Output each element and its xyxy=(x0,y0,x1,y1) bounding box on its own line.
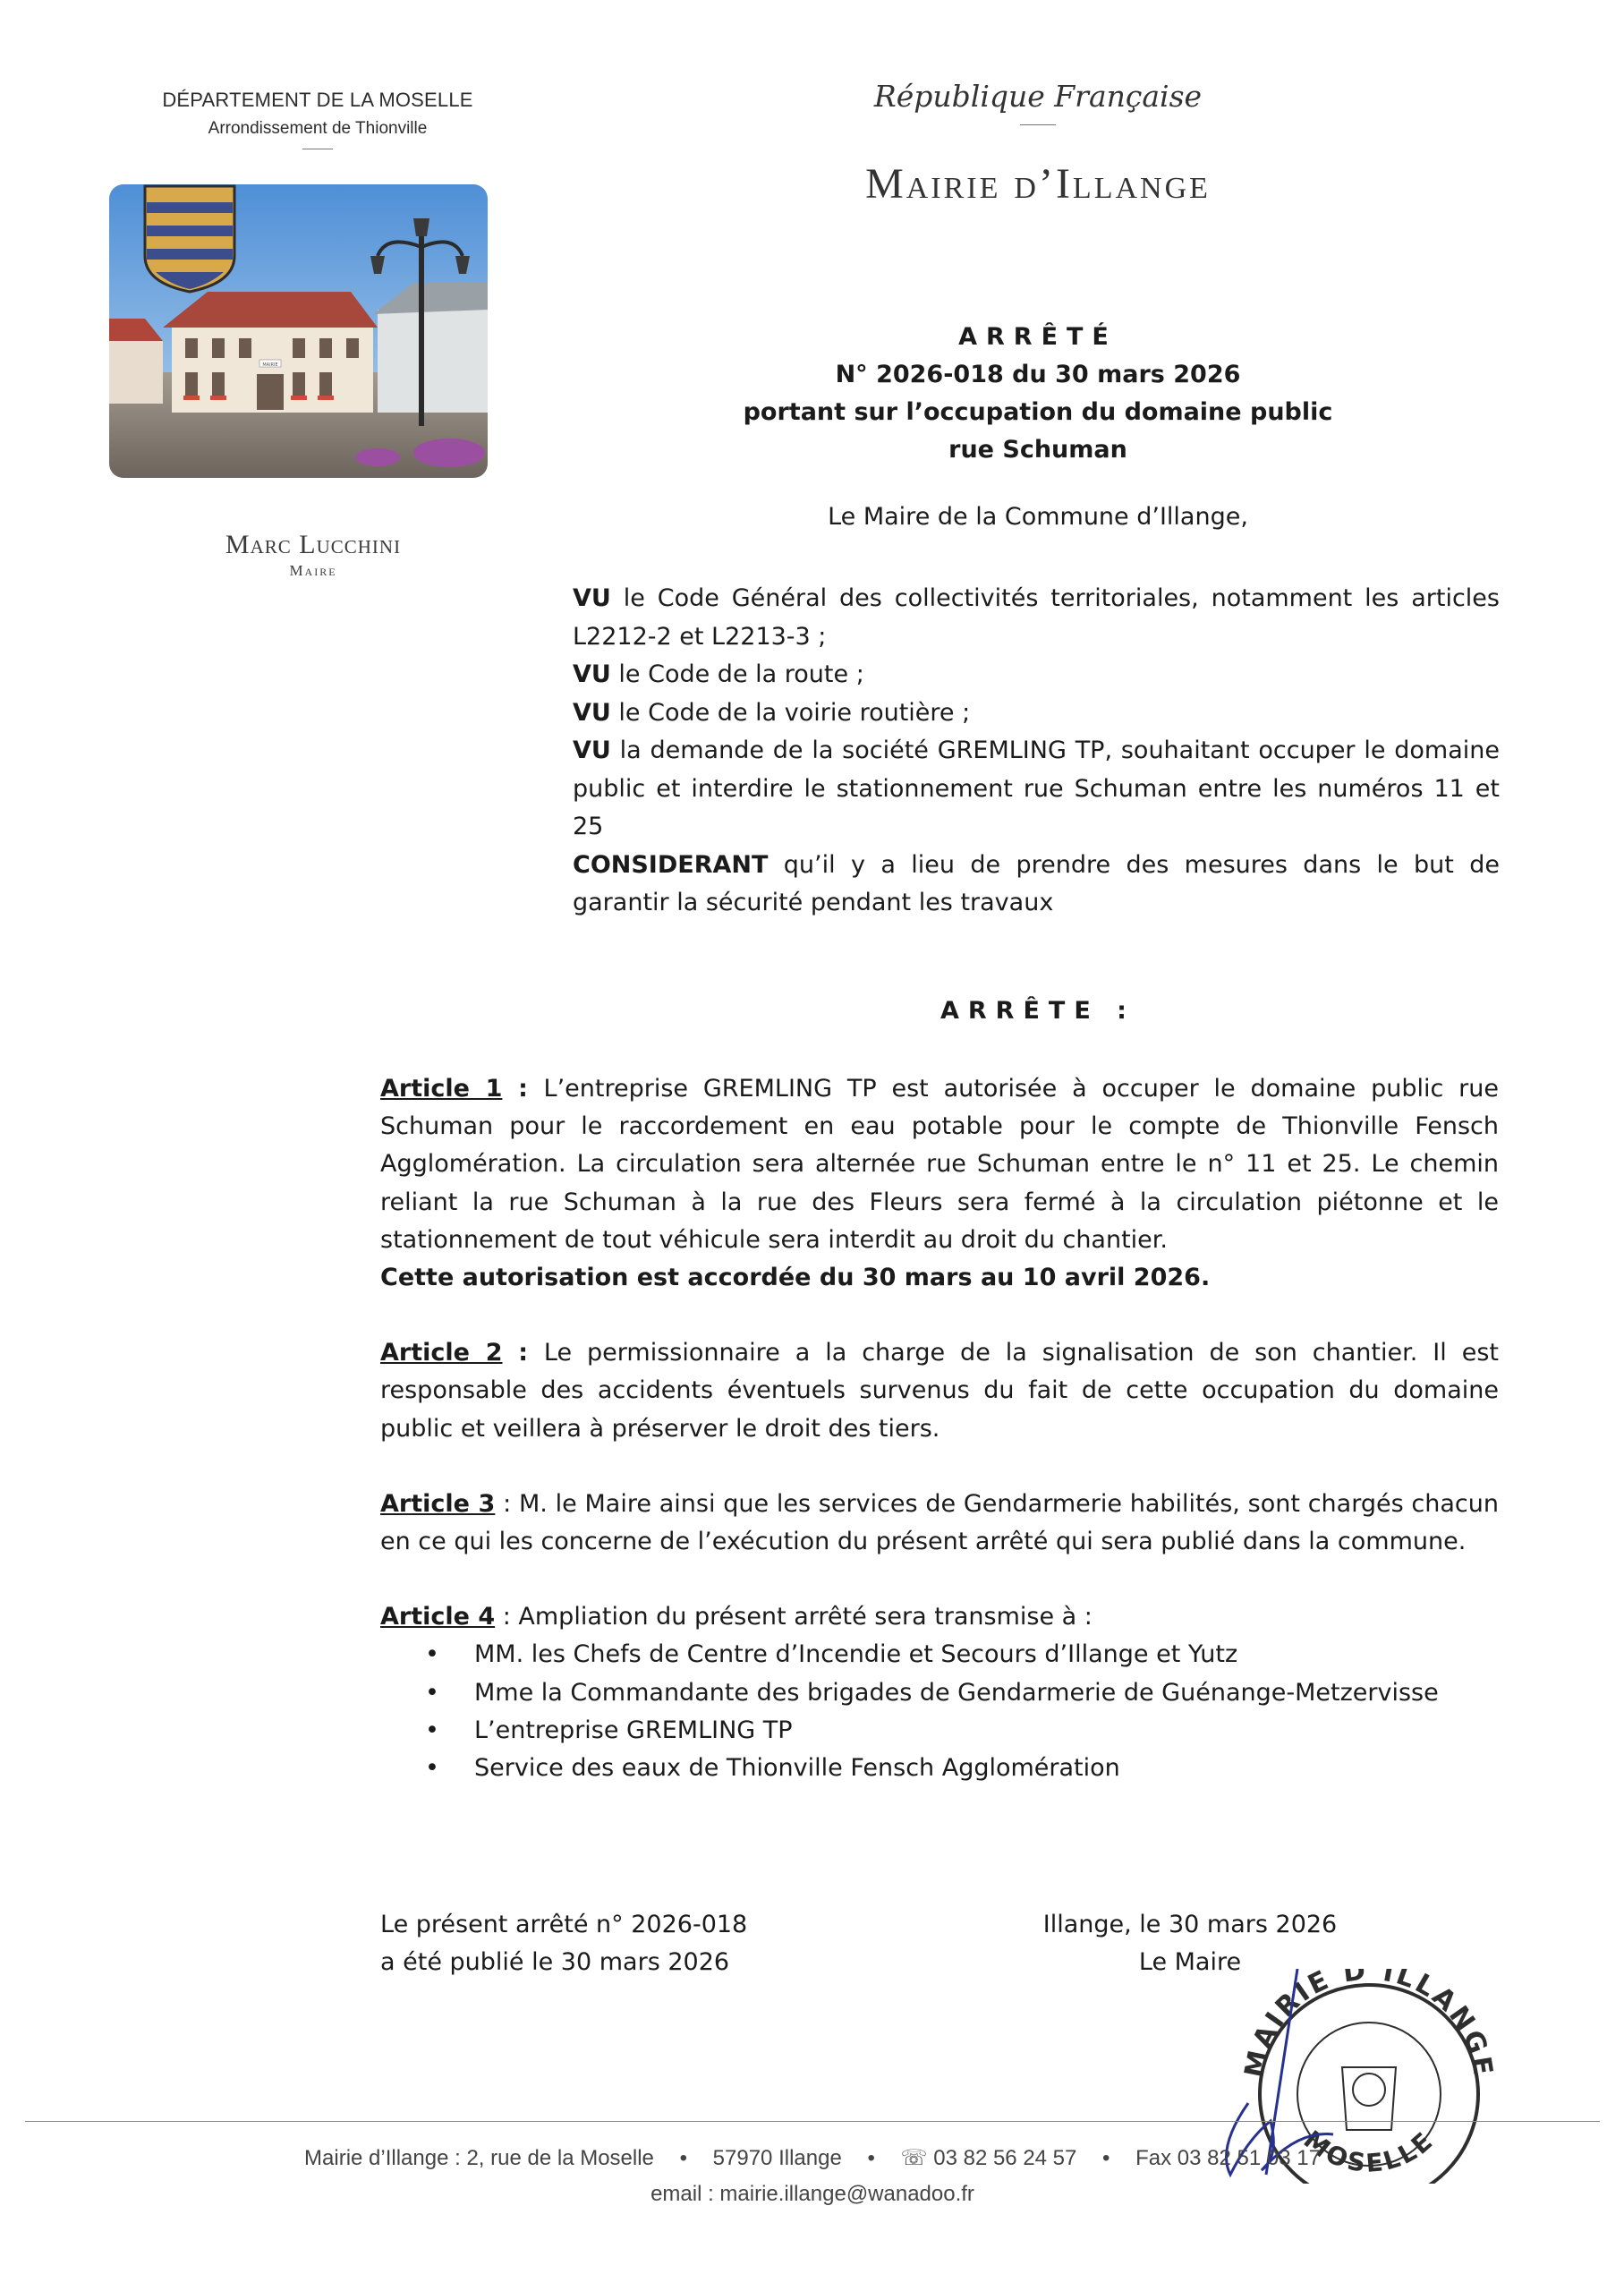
visa: VU la demande de la société GREMLING TP, souhaitant occuper le domaine public et interdire le stationnement rue Schuman entre les numéros 11 et 25 xyxy=(573,737,1500,840)
publication-note: Le présent arrêté n° 2026-018 a été publié le 30 mars 2026 xyxy=(380,1911,748,1976)
intro-line: Le Maire de la Commune d’Illange, xyxy=(828,503,1248,531)
visa: VU le Code de la route ; xyxy=(573,660,864,688)
arrete-word: ARRÊTÉ xyxy=(958,323,1118,351)
arrondissement-name: Arrondissement de Thionville xyxy=(208,119,428,138)
article-text: Le permissionnaire a la charge de la signalisation de son chantier. Il est responsable des accidents éventuels survenus du fait de cette occupation du domaine public et veillera à préserver le droit des tiers. xyxy=(380,1339,1499,1443)
article-3: Article 3 : M. le Maire ainsi que les services de Gendarmerie habilités, sont chargés chacun en ce qui les concerne de l’exécution du présent arrêté qui sera publié dans la commune. xyxy=(380,1489,1499,1556)
authorization-period: Cette autorisation est accordée du 30 mars au 10 avril 2026. xyxy=(380,1264,1211,1292)
footer-fax: Fax 03 82 51 03 17 xyxy=(1135,2146,1321,2170)
list-item: • MM. les Chefs de Centre d’Incendie et Secours d’Illange et Yutz xyxy=(474,1636,1499,1674)
list-item: • Service des eaux de Thionville Fensch Agglomération xyxy=(474,1750,1499,1787)
department-block xyxy=(98,86,537,149)
arrete-header xyxy=(662,319,1414,469)
photo-sign: MAIRIE xyxy=(262,362,278,368)
footer-postcode: 57970 Illange xyxy=(712,2146,842,2170)
list-item: • Mme la Commandante des brigades de Gendarmerie de Guénange-Metzervisse xyxy=(474,1674,1499,1712)
footer-address: 2, rue de la Moselle xyxy=(466,2146,654,2170)
mayor-title: Maire xyxy=(289,562,337,579)
article-1: Article 1 : L’entreprise GREMLING TP est autorisée à occuper le domaine public rue Schuman pour le raccordement en eau potable pour le compte de Thionville Fensch Agglomération. La circulation sera alternée rue Schuman entre le n° 11 et 25. Le chemin reliant la rue Schuman à la rue des Fleurs sera fermé à la circulation piétonne et le stationnement de tout véhicule sera interdit au droit du chantier. Cette autorisation est accordée du 30 mars au 10 avril 2026. xyxy=(380,1070,1499,1297)
svg-text:MOSELLE: MOSELLE xyxy=(1297,2125,1441,2178)
article-label: Article 3 xyxy=(380,1489,496,1518)
article-4: Article 4 : Ampliation du présent arrêté sera transmise à : • MM. les Chefs de Centre d’Incendie et Secours d’Illange et Yutz • Mme la Commandante des brigades de Gendarmerie de Guénange-Metzervisse • L’entreprise GREMLING TP • Service des eaux de Thionville Fensch Agglomération xyxy=(380,1598,1499,1787)
mairie-title: Mairie d’Illange xyxy=(865,160,1211,208)
arrete-subject-2: rue Schuman xyxy=(948,436,1127,464)
republic-block xyxy=(805,79,1271,125)
mayor-name: Marc Lucchini xyxy=(225,530,402,559)
articles-block xyxy=(380,1070,1499,1787)
mayor-block xyxy=(134,530,492,580)
visas-block xyxy=(573,580,1500,923)
department-name: DÉPARTEMENT DE LA MOSELLE xyxy=(162,89,473,111)
footer-phone: ☏ 03 82 56 24 57 xyxy=(900,2146,1077,2170)
article-text: M. le Maire ainsi que les services de Gendarmerie habilités, sont chargés chacun en ce qui les concerne de l’exécution du présent arrêté qui sera publié dans la commune. xyxy=(380,1489,1499,1556)
considerant: CONSIDERANT qu’il y a lieu de prendre des mesures dans le but de garantir la sécurité pendant les travaux xyxy=(573,850,1500,916)
visa: VU le Code de la voirie routière ; xyxy=(573,698,971,727)
footer xyxy=(25,2141,1600,2212)
article-label: Article 4 xyxy=(380,1603,496,1631)
article-text: Ampliation du présent arrêté sera transmise à : xyxy=(518,1603,1093,1631)
coat-of-arms-icon xyxy=(145,186,234,292)
article-label: Article 1 xyxy=(380,1075,503,1103)
bullet: • xyxy=(867,2146,875,2170)
article-label: Article 2 xyxy=(380,1339,503,1367)
visa: VU le Code Général des collectivités territoriales, notamment les articles L2212-2 et L2213-3 ; xyxy=(573,584,1500,651)
divider xyxy=(1020,124,1056,125)
footer-name: Mairie d’Illange : xyxy=(304,2146,461,2170)
article-2: Article 2 : Le permissionnaire a la charge de la signalisation de son chantier. Il est responsable des accidents éventuels survenus du fait de cette occupation du domaine public et veillera à préserver le droit des tiers. xyxy=(380,1339,1499,1443)
signer-title: Le Maire xyxy=(1138,1948,1242,1976)
arrete-subject-1: portant sur l’occupation du domaine public xyxy=(743,398,1333,426)
svg-text:MAIRIE D’ILLANGE: MAIRIE D’ILLANGE xyxy=(1238,1969,1500,2081)
place-date: Illange, le 30 mars 2026 xyxy=(1042,1911,1338,1938)
footer-divider xyxy=(25,2121,1600,2122)
arrete-number: N° 2026-018 du 30 mars 2026 xyxy=(835,361,1241,388)
list-item: • L’entreprise GREMLING TP xyxy=(474,1712,1499,1750)
bullet: • xyxy=(679,2146,687,2170)
republic-title: République Française xyxy=(873,79,1203,114)
bullet: • xyxy=(1102,2146,1110,2170)
town-hall-photo xyxy=(109,184,488,478)
article-text: L’entreprise GREMLING TP est autorisée à occuper le domaine public rue Schuman pour le raccordement en eau potable pour le compte de Thionville Fensch Agglomération. La circulation sera alternée rue Schuman entre le n° 11 et 25. Le chemin reliant la rue Schuman à la rue des Fleurs sera fermé à la circulation piétonne et le stationnement de tout véhicule sera interdit au droit du chantier. xyxy=(380,1075,1499,1254)
decision-heading: ARRÊTE : xyxy=(940,997,1135,1025)
footer-email: email : mairie.illange@wanadoo.fr xyxy=(650,2182,974,2206)
recipients-list xyxy=(380,1636,1499,1787)
